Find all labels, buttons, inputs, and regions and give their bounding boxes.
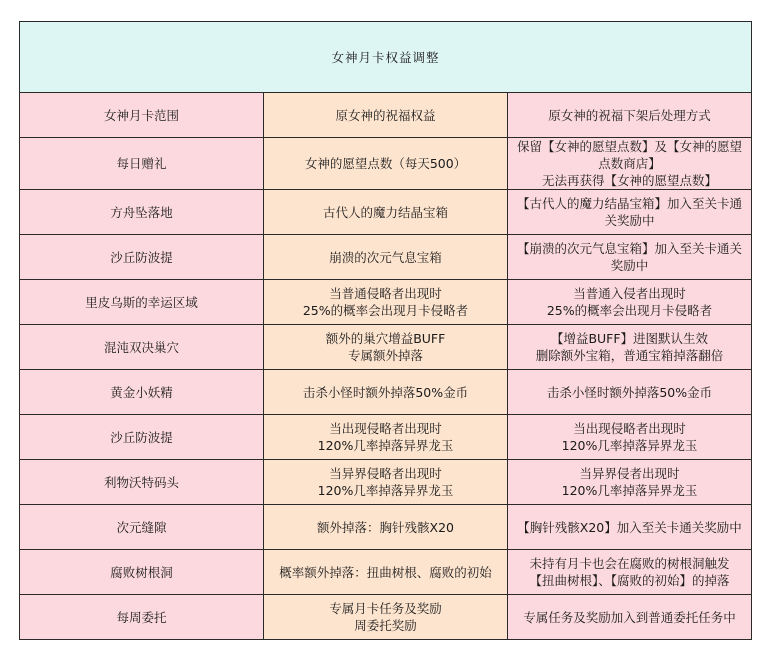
benefits-sheet xyxy=(19,21,752,640)
cell-text-line: 当异界侵略者出现时 xyxy=(329,466,442,481)
table-row xyxy=(20,370,752,415)
cell-text-line: 未持有月卡也会在腐败的树根洞触发 xyxy=(529,556,730,571)
handling-cell xyxy=(508,550,752,595)
cell-text-line: 古代人的魔力结晶宝箱 xyxy=(322,204,448,220)
table-row xyxy=(20,505,752,550)
table-row xyxy=(20,235,752,280)
original-benefit-cell xyxy=(264,415,508,460)
original-benefit-cell xyxy=(264,190,508,235)
handling-cell xyxy=(508,370,752,415)
original-benefit-cell xyxy=(264,138,508,190)
cell-text-line: 当普通侵略者出现时 xyxy=(329,286,442,301)
cell-text-line: 当异界侵者出现时 xyxy=(579,466,680,481)
table-row xyxy=(20,280,752,325)
cell-text-line: 120%几率掉落异界龙玉 xyxy=(561,438,698,453)
benefits-table xyxy=(19,21,752,640)
scope-cell: 腐败树根洞 xyxy=(20,550,264,595)
header-row xyxy=(20,93,752,138)
cell-text-line: 当普通入侵者出现时 xyxy=(573,286,686,301)
cell-text-line: 当出现侵略者出现时 xyxy=(573,421,686,436)
table-row xyxy=(20,138,752,190)
handling-cell xyxy=(508,138,752,190)
cell-text-line: 额外掉落：胸针残骸X20 xyxy=(317,519,454,535)
scope-cell: 黄金小妖精 xyxy=(20,370,264,415)
original-benefit-cell xyxy=(264,550,508,595)
cell-text-line: 25%的概率会出现月卡侵略者 xyxy=(546,303,713,318)
handling-cell xyxy=(508,460,752,505)
table-row xyxy=(20,415,752,460)
header-handling: 原女神的祝福下架后处理方式 xyxy=(508,93,752,138)
scope-cell: 每周委托 xyxy=(20,595,264,640)
original-benefit-cell xyxy=(264,280,508,325)
cell-text-line: 击杀小怪时额外掉落50%金币 xyxy=(302,384,469,400)
cell-text-line: 【增益BUFF】进图默认生效 xyxy=(550,331,709,346)
cell-text-line: 【崩溃的次元气息宝箱】加入至关卡通关奖励中 xyxy=(516,241,742,273)
cell-text-line: 保留【女神的愿望点数】及【女神的愿望点数商店】 xyxy=(516,139,742,171)
handling-cell xyxy=(508,505,752,550)
cell-text-line: 专属额外掉落 xyxy=(347,348,423,363)
cell-text-line: 专属月卡任务及奖励 xyxy=(329,601,442,616)
scope-cell: 次元缝隙 xyxy=(20,505,264,550)
cell-text-line: 【扭曲树根】、【腐败的初始】的掉落 xyxy=(529,573,730,588)
cell-text-line: 删除额外宝箱，普通宝箱掉落翻倍 xyxy=(535,348,724,363)
original-benefit-cell xyxy=(264,460,508,505)
handling-cell xyxy=(508,595,752,640)
cell-text-line: 崩溃的次元气息宝箱 xyxy=(329,249,442,265)
scope-cell: 利物沃特码头 xyxy=(20,460,264,505)
cell-text-line: 专属任务及奖励加入到普通委托任务中 xyxy=(523,609,736,625)
header-scope: 女神月卡范围 xyxy=(20,93,264,138)
cell-text-line: 当出现侵略者出现时 xyxy=(329,421,442,436)
title-row xyxy=(20,22,752,93)
scope-cell: 里皮乌斯的幸运区域 xyxy=(20,280,264,325)
cell-text-line: 120%几率掉落异界龙玉 xyxy=(317,438,454,453)
cell-text-line: 无法再获得【女神的愿望点数】 xyxy=(541,173,717,188)
table-row xyxy=(20,595,752,640)
cell-text-line: 【古代人的魔力结晶宝箱】加入至关卡通关奖励中 xyxy=(516,196,742,228)
scope-cell: 混沌双决巢穴 xyxy=(20,325,264,370)
original-benefit-cell xyxy=(264,235,508,280)
original-benefit-cell xyxy=(264,595,508,640)
cell-text-line: 120%几率掉落异界龙玉 xyxy=(561,483,698,498)
original-benefit-cell xyxy=(264,505,508,550)
cell-text-line: 【胸针残骸X20】加入至关卡通关奖励中 xyxy=(517,519,742,535)
table-row xyxy=(20,325,752,370)
original-benefit-cell xyxy=(264,370,508,415)
handling-cell xyxy=(508,325,752,370)
cell-text-line: 额外的巢穴增益BUFF xyxy=(325,331,446,346)
cell-text-line: 周委托奖励 xyxy=(354,618,417,633)
table-title: 女神月卡权益调整 xyxy=(20,22,752,93)
handling-cell xyxy=(508,190,752,235)
scope-cell: 沙丘防波提 xyxy=(20,415,264,460)
table-row xyxy=(20,460,752,505)
handling-cell xyxy=(508,235,752,280)
table-row xyxy=(20,550,752,595)
cell-text-line: 女神的愿望点数（每天500） xyxy=(304,156,467,171)
scope-cell: 每日赠礼 xyxy=(20,138,264,190)
scope-cell: 沙丘防波提 xyxy=(20,235,264,280)
cell-text-line: 概率额外掉落：扭曲树根、腐败的初始 xyxy=(279,564,492,580)
cell-text-line: 击杀小怪时额外掉落50%金币 xyxy=(546,384,713,400)
cell-text-line: 25%的概率会出现月卡侵略者 xyxy=(302,303,469,318)
handling-cell xyxy=(508,280,752,325)
handling-cell xyxy=(508,415,752,460)
cell-text-line: 120%几率掉落异界龙玉 xyxy=(317,483,454,498)
original-benefit-cell xyxy=(264,325,508,370)
header-original-benefit: 原女神的祝福权益 xyxy=(264,93,508,138)
table-row xyxy=(20,190,752,235)
scope-cell: 方舟坠落地 xyxy=(20,190,264,235)
